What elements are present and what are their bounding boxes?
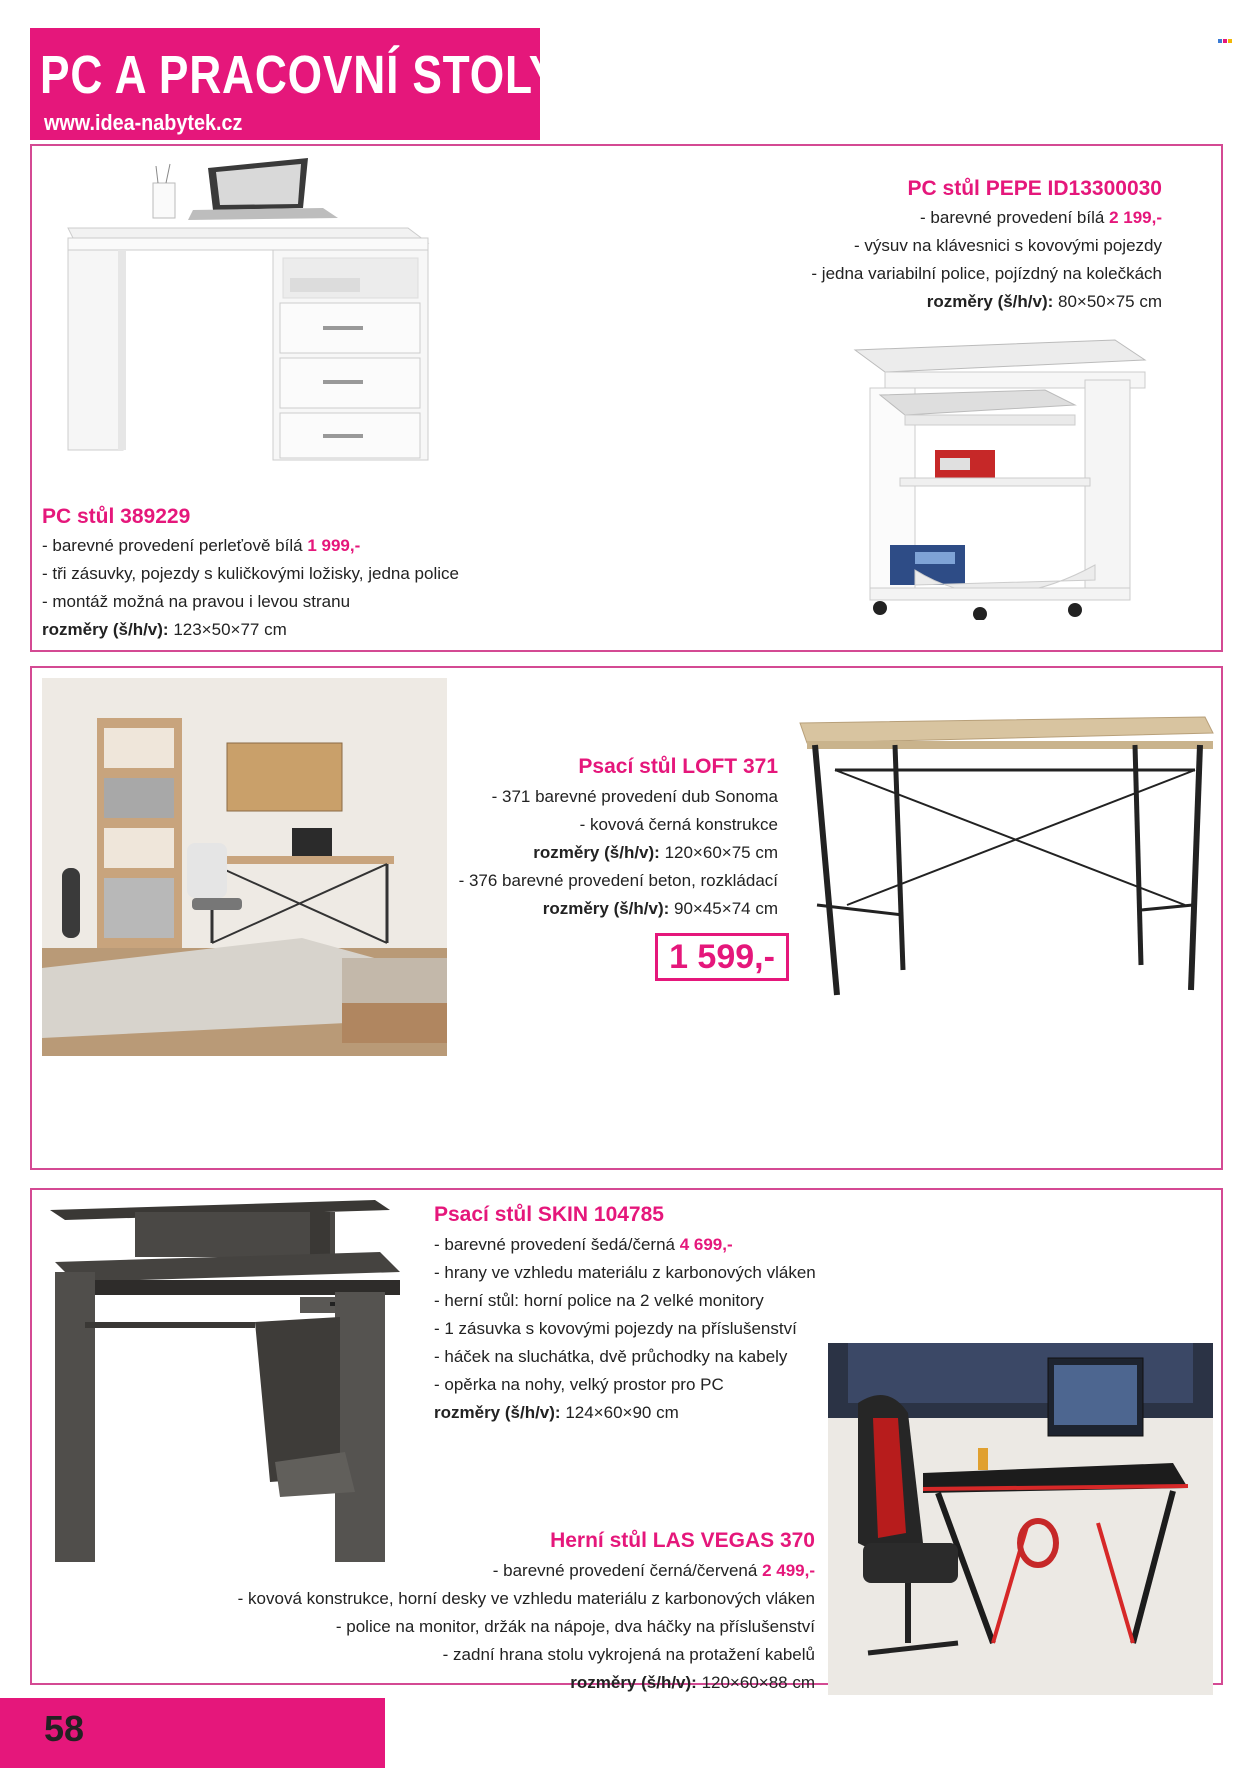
skin-color-label: - barevné provedení šedá/černá	[434, 1235, 680, 1254]
lasvegas-color-line	[493, 1557, 815, 1585]
skin-feature-5: - opěrka na nohy, velký prostor pro PC	[434, 1375, 724, 1394]
page-number: 58	[44, 1708, 85, 1749]
lasvegas-price: 2 499,-	[762, 1561, 815, 1580]
loft-dimensions-2	[543, 895, 778, 923]
p389229-price: 1 999,-	[307, 536, 361, 555]
desk-389229-image	[58, 158, 438, 478]
skin-desk-image	[45, 1192, 425, 1570]
lasvegas-title: Herní stůl LAS VEGAS 370	[550, 1529, 815, 1552]
pepe-dims-value: 80×50×75 cm	[1053, 292, 1162, 311]
lasvegas-feature-3: - zadní hrana stolu vykrojená na protažení kabelů	[442, 1645, 815, 1664]
p389229-dimensions	[42, 616, 287, 644]
loft-dimensions-1	[533, 839, 778, 867]
skin-feature-1: - hrany ve vzhledu materiálu z karbonových vláken	[434, 1263, 816, 1282]
lasvegas-color-label: - barevné provedení černá/červená	[492, 1561, 763, 1580]
lasvegas-feature-1: - kovová konstrukce, horní desky ve vzhledu materiálu z karbonových vláken	[237, 1589, 815, 1608]
skin-dims-label: rozměry (š/h/v):	[434, 1403, 561, 1422]
lasvegas-feature-2: - police na monitor, držák na nápoje, dva háčky na příslušenství	[335, 1617, 815, 1636]
page-title: PC A PRACOVNÍ STOLY	[40, 45, 560, 105]
p389229-color-line	[42, 532, 360, 560]
skin-feature-4: - háček na sluchátka, dvě průchodky na kabely	[434, 1347, 788, 1366]
lasvegas-dimensions	[570, 1669, 815, 1697]
loft-line-1: - 371 barevné provedení dub Sonoma	[491, 787, 778, 806]
pepe-feature-1: - výsuv na klávesnici s kovovými pojezdy	[853, 236, 1162, 255]
loft-room-image	[42, 678, 447, 1056]
skin-feature-3: - 1 zásuvka s kovovými pojezdy na příslušenství	[434, 1319, 797, 1338]
p389229-feature-1: - tři zásuvky, pojezdy s kuličkovými ložisky, jedna police	[42, 564, 459, 583]
loft-dims-label-1: rozměry (š/h/v):	[533, 843, 660, 862]
loft-desk-image	[795, 715, 1215, 1000]
loft-title: Psací stůl LOFT 371	[578, 755, 778, 778]
p389229-title: PC stůl 389229	[42, 505, 191, 528]
loft-dims-value-2: 90×45×74 cm	[669, 899, 778, 918]
skin-title: Psací stůl SKIN 104785	[434, 1203, 664, 1226]
p389229-dims-value: 123×50×77 cm	[168, 620, 287, 639]
website-link[interactable]: www.idea-nabytek.cz	[44, 110, 243, 135]
lasvegas-desk-image	[828, 1343, 1213, 1695]
pepe-title: PC stůl PEPE ID13300030	[907, 177, 1162, 200]
loft-line-2: - kovová černá konstrukce	[579, 815, 778, 834]
pepe-price: 2 199,-	[1109, 208, 1162, 227]
corner-logo-icon	[1218, 38, 1232, 46]
skin-dimensions	[434, 1399, 679, 1427]
pepe-color-line	[920, 204, 1162, 232]
loft-dims-value-1: 120×60×75 cm	[659, 843, 778, 862]
pepe-color-label: - barevné provedení bílá	[920, 208, 1110, 227]
p389229-color-label: - barevné provedení perleťově bílá	[42, 536, 308, 555]
lasvegas-dims-value: 120×60×88 cm	[696, 1673, 815, 1692]
p389229-dims-label: rozměry (š/h/v):	[42, 620, 169, 639]
skin-dims-value: 124×60×90 cm	[560, 1403, 679, 1422]
pepe-dimensions	[927, 288, 1162, 316]
pepe-dims-label: rozměry (š/h/v):	[926, 292, 1054, 311]
pepe-feature-2: - jedna variabilní police, pojízdný na kolečkách	[811, 264, 1162, 283]
loft-dims-label-2: rozměry (š/h/v):	[542, 899, 670, 918]
skin-color-line	[434, 1231, 733, 1259]
loft-price-box: 1 599,-	[655, 933, 789, 981]
skin-feature-2: - herní stůl: horní police na 2 velké monitory	[434, 1291, 764, 1310]
loft-line-3: - 376 barevné provedení beton, rozkládací	[458, 871, 778, 890]
skin-price: 4 699,-	[679, 1235, 733, 1254]
p389229-feature-2: - montáž možná na pravou i levou stranu	[42, 592, 351, 611]
desk-pepe-image	[845, 320, 1165, 620]
lasvegas-dims-label: rozměry (š/h/v):	[570, 1673, 697, 1692]
